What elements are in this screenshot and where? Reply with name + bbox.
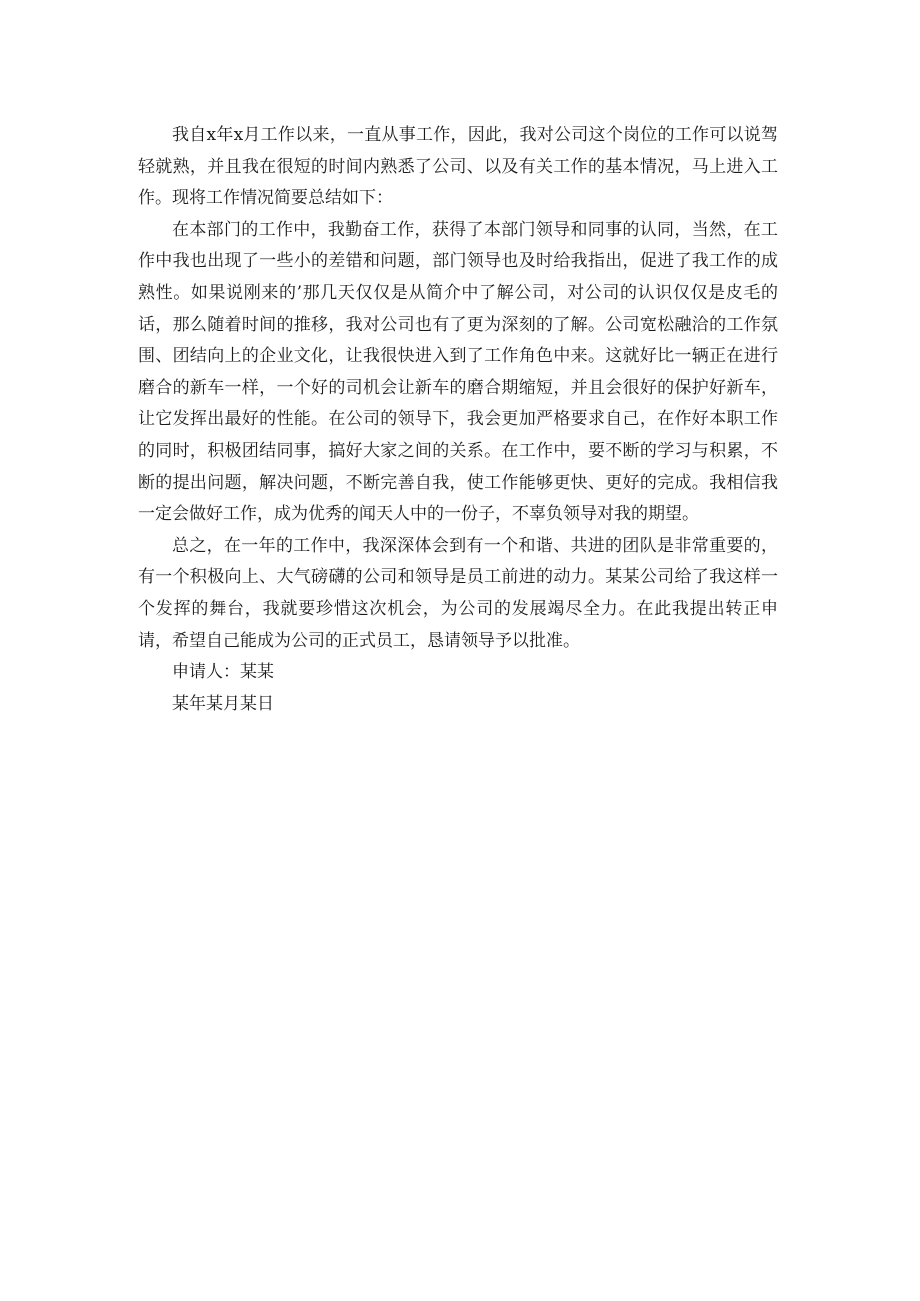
paragraph-conclusion: 总之，在一年的工作中，我深深体会到有一个和谐、共进的团队是非常重要的，有一个积极向上、大气磅礴的公司和领导是员工前进的动力。某某公司给了我这样一个发挥的舞台，我就要珍惜这次机会，为公司的发展竭尽全力。在此我提出转正申请，希望自己能成为公司的正式员工，恳请领导予以批准。 [138,535,778,651]
applicant-line: 申请人：某某 [172,662,274,683]
paragraph-intro: 我自x年x月工作以来，一直从事工作，因此，我对公司这个岗位的工作可以说驾轻就熟，并且我在很短的时间内熟悉了公司、以及有关工作的基本情况，马上进入工作。现将工作情况简要总结如下： [138,125,778,209]
date-line: 某年某月某日 [172,693,274,714]
paragraph-work-summary: 在本部门的工作中，我勤奋工作，获得了本部门领导和同事的认同，当然，在工作中我也出现了一些小的差错和问题，部门领导也及时给我指出，促进了我工作的成熟性。如果说刚来的’那几天仅仅是从简介中了解公司，对公司的认识仅仅是皮毛的话，那么随着时间的推移，我对公司也有了更为深刻的了解。公司宽松融洽的工作氛围、团结向上的企业文化，让我很快进入到了工作角色中来。这就好比一辆正在进行磨合的新车一样，一个好的司机会让新车的磨合期缩短，并且会很好的保护好新车，让它发挥出最好的性能。在公司的领导下，我会更加严格要求自己，在作好本职工作的同时，积极团结同事，搞好大家之间的关系。在工作中，要不断的学习与积累，不断的提出问题，解决问题，不断完善自我，使工作能够更快、更好的完成。我相信我一定会做好工作，成为优秀的闻天人中的一份子，不辜负领导对我的期望。 [138,219,778,525]
document-body [138,120,778,720]
